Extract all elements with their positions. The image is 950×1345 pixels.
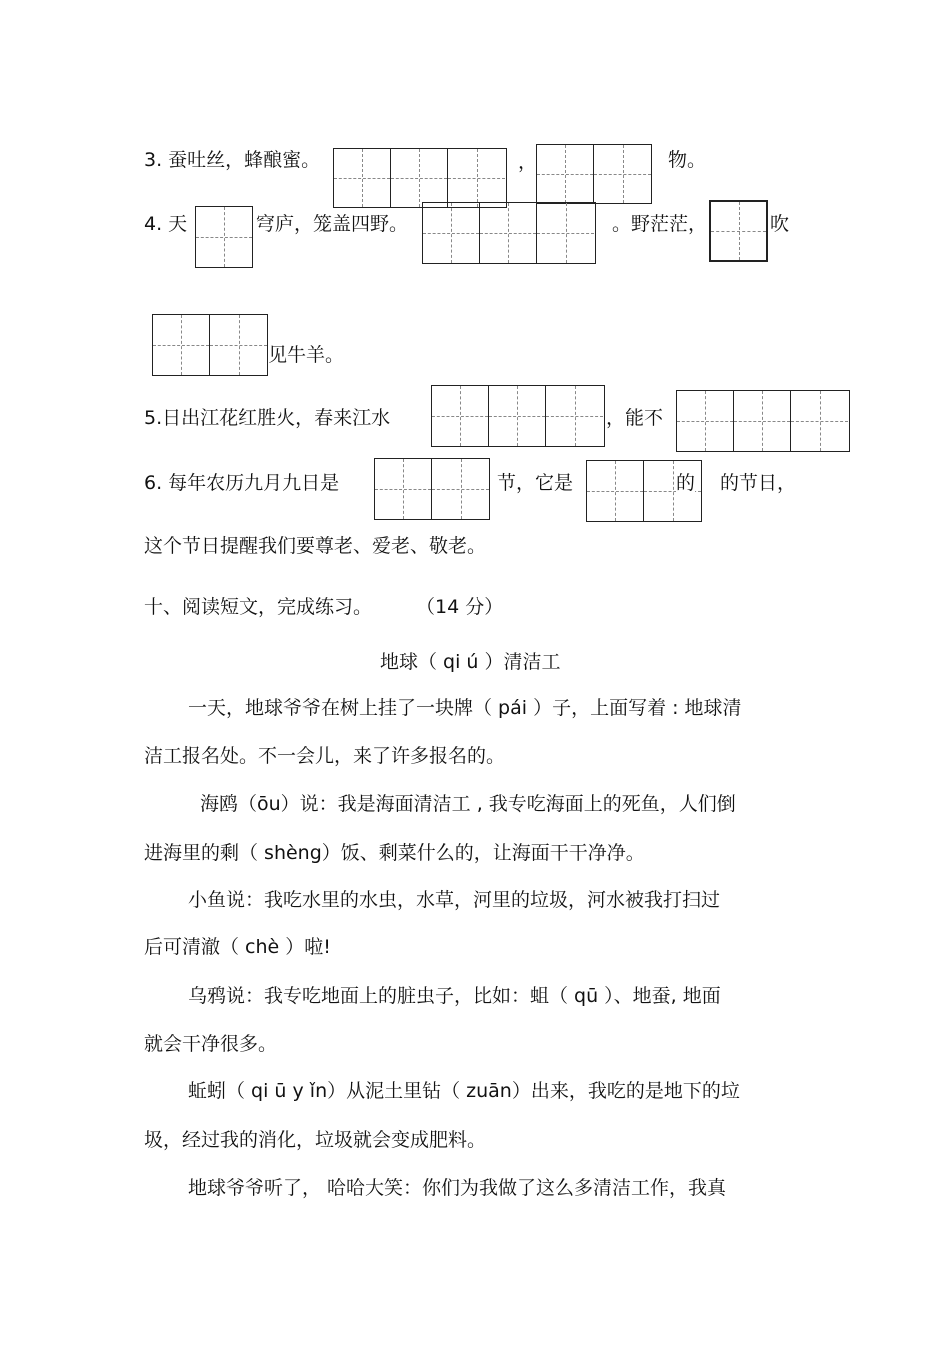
q4-prefix: 4. 天: [144, 213, 188, 235]
story-p1-line2: 洁工报名处。不一会儿，来了许多报名的。: [144, 745, 506, 767]
story-p3-line1: 小鱼说：我吃水里的水虫，水草，河里的垃圾，河水被我打扫过: [188, 889, 721, 911]
q6-suffix: 的节日，: [720, 472, 797, 494]
story-p2-line2: 进海里的剩（ shèng）饭、剩菜什么的，让海面干干净净。: [144, 842, 645, 864]
q6-prefix: 6. 每年农历九月九日是: [144, 472, 340, 494]
q5-answer-grid-1[interactable]: [431, 385, 605, 447]
q6-line2: 这个节日提醒我们要尊老、爱老、敬老。: [144, 535, 487, 557]
q6-de: 的: [676, 472, 696, 494]
q4-answer-grid-3[interactable]: [709, 200, 768, 262]
story-p4-line1: 乌鸦说：我专吃地面上的脏虫子，比如：蛆（ qū ）、地蚕, 地面: [188, 985, 721, 1007]
q6-answer-grid-1[interactable]: [374, 458, 490, 520]
q3-suffix: 物。: [668, 149, 707, 171]
story-p4-line2: 就会干净很多。: [144, 1033, 278, 1055]
story-p3-line2: 后可清澈（ chè ）啦!: [144, 936, 331, 958]
q4-answer-grid-2[interactable]: [422, 202, 596, 264]
q3-answer-grid-1[interactable]: [333, 148, 507, 208]
story-p6-line1: 地球爷爷听了， 哈哈大笑：你们为我做了这么多清洁工作，我真: [188, 1177, 727, 1199]
story-p5-line2: 圾，经过我的消化，垃圾就会变成肥料。: [144, 1129, 487, 1151]
q5-prefix: 5.日出江花红胜火，春来江水: [144, 407, 391, 429]
q5-answer-grid-2[interactable]: [676, 390, 850, 452]
q6-mid: 节，它是: [497, 472, 574, 494]
story-p2-line1: 海鸥（ōu）说：我是海面清洁工 , 我专吃海面上的死鱼，人们倒: [200, 793, 736, 815]
q4-part2: 穹庐，笼盖四野。: [256, 213, 409, 235]
q3-prefix: 3. 蚕吐丝，蜂酿蜜。: [144, 149, 321, 171]
q3-answer-grid-2[interactable]: [536, 144, 652, 204]
section-score: （14 分）: [416, 596, 504, 618]
story-p1-line1: 一天，地球爷爷在树上挂了一块牌（ pái ）子，上面写着 : 地球清: [188, 697, 742, 719]
q4-part4: 吹: [770, 213, 790, 235]
q4-answer-grid-1[interactable]: [195, 206, 253, 268]
story-p5-line1: 蚯蚓（ qi ū y ǐn）从泥土里钻（ zuān）出来，我吃的是地下的垃: [188, 1080, 740, 1102]
q4-line2: 见牛羊。: [268, 344, 345, 366]
section-heading: 十、阅读短文，完成练习。: [144, 596, 373, 618]
q4-answer-grid-4[interactable]: [152, 314, 268, 376]
q3-comma: ，: [518, 151, 538, 173]
story-title: 地球（ qi ú ）清洁工: [380, 651, 561, 673]
q5-mid: ，能不: [606, 407, 664, 429]
q4-part3: 。野茫茫，: [612, 213, 708, 235]
